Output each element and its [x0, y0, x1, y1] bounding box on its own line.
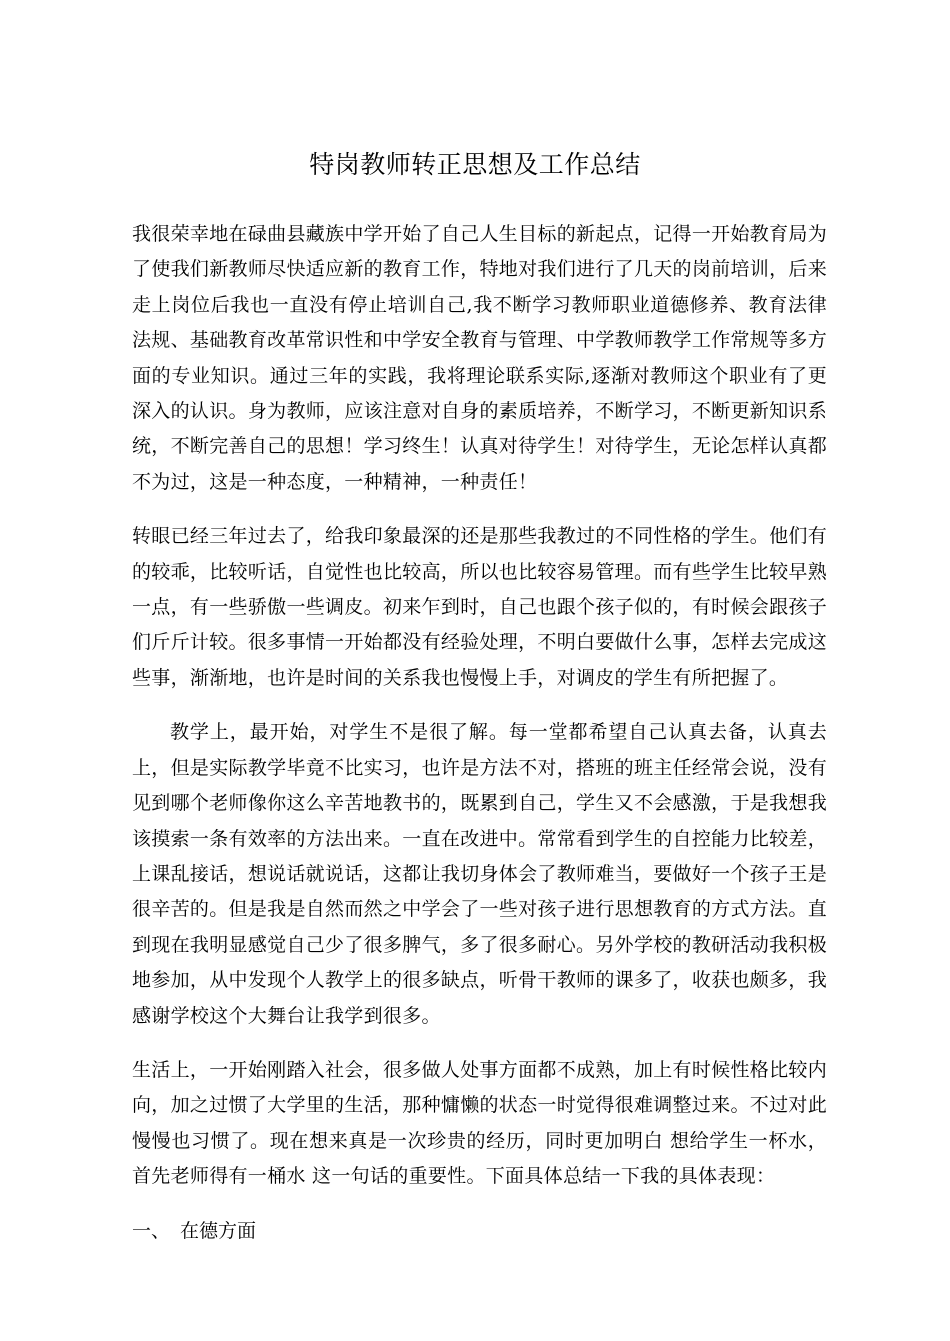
- section-number: 一、: [132, 1219, 171, 1242]
- section-heading-text: 在德方面: [180, 1219, 257, 1242]
- paragraph-life: 生活上，一开始刚踏入社会，很多做人处事方面都不成熟，加上有时候性格比较内向，加之过惯了大学里的生活，那种慵懒的状态一时觉得很难调整过来。不过对此慢慢也习惯了。现在想来真是一次珍贵的经历，同时更加明白 想给学生一杯水，首先老师得有一桶水 这一句话的重要性。下面具体总结一下我的具体表现：: [132, 1058, 827, 1188]
- paragraph-intro: 我很荣幸地在碌曲县藏族中学开始了自己人生目标的新起点，记得一开始教育局为了使我们新教师尽快适应新的教育工作，特地对我们进行了几天的岗前培训，后来走上岗位后我也一直没有停止培训自己,我不断学习教师职业道德修养、教育法律法规、基础教育改革常识性和中学安全教育与管理、中学教师教学工作常规等多方面的专业知识。通过三年的实践，我将理论联系实际,逐渐对教师这个职业有了更深入的认识。身为教师，应该注意对自身的素质培养，不断学习，不断更新知识系统，不断完善自己的思想！学习终生！认真对待学生！对待学生，无论怎样认真都不为过，这是一种态度，一种精神，一种责任！: [132, 223, 827, 493]
- paragraph-teaching: 教学上，最开始，对学生不是很了解。每一堂都希望自己认真去备，认真去上，但是实际教学毕竟不比实习，也许是方法不对，搭班的班主任经常会说，没有见到哪个老师像你这么辛苦地教书的，既累到自己，学生又不会感激，于是我想我该摸索一条有效率的方法出来。一直在改进中。常常看到学生的自控能力比较差，上课乱接话，想说话就说话，这都让我切身体会了教师难当，要做好一个孩子王是很辛苦的。但是我是自然而然之中学会了一些对孩子进行思想教育的方式方法。直到现在我明显感觉自己少了很多脾气，多了很多耐心。另外学校的教研活动我积极地参加，从中发现个人教学上的很多缺点，听骨干教师的课多了，收获也颇多，我感谢学校这个大舞台让我学到很多。: [132, 721, 827, 1027]
- document-body: [132, 217, 827, 1249]
- paragraph-students: 转眼已经三年过去了，给我印象最深的还是那些我教过的不同性格的学生。他们有的较乖，比较听话，自觉性也比较高，所以也比较容易管理。而有些学生比较早熟一点，有一些骄傲一些调皮。初来乍到时，自己也跟个孩子似的，有时候会跟孩子们斤斤计较。很多事情一开始都没有经验处理，不明白要做什么事，怎样去完成这些事，渐渐地，也许是时间的关系我也慢慢上手，对调皮的学生有所把握了。: [132, 525, 827, 689]
- section-heading: [132, 1214, 827, 1249]
- document-title: 特岗教师转正思想及工作总结: [309, 150, 641, 179]
